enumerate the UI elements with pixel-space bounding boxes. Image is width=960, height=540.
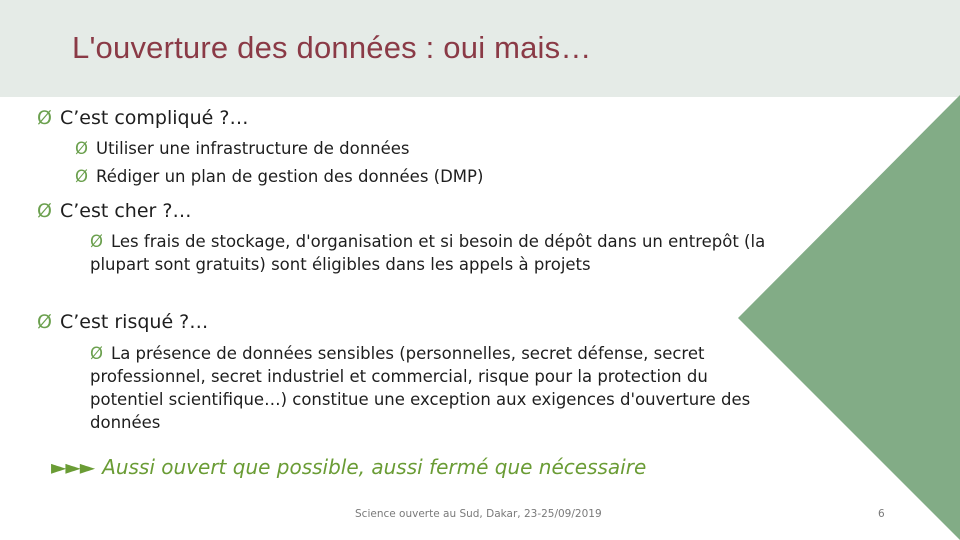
section-heading-compliated <box>37 107 248 129</box>
bullet-arrow-icon: Ø <box>37 311 52 333</box>
section-heading-risk <box>37 311 208 333</box>
triple-arrow-icon: ►►► <box>51 455 95 479</box>
list-item-text: La présence de données sensibles (personnelles, secret défense, secret professionnel, secret industriel et commercial, risque pour la protection du potentiel scientifique…) constitue une exception aux exigences d'ouverture des données <box>90 344 751 432</box>
bullet-arrow-icon: Ø <box>75 139 88 158</box>
bullet-arrow-icon: Ø <box>37 107 52 129</box>
bullet-arrow-icon: Ø <box>37 200 52 222</box>
bullet-arrow-icon: Ø <box>90 232 103 251</box>
list-item <box>75 165 765 188</box>
page-number: 6 <box>878 508 885 520</box>
section-heading-text: C’est cher ?… <box>59 200 192 222</box>
conclusion <box>51 455 646 479</box>
list-item-text: Les frais de stockage, d'organisation et si besoin de dépôt dans un entrepôt (la plupart sont gratuits) sont éligibles dans les appels à projets <box>90 232 766 274</box>
bullet-arrow-icon: Ø <box>75 167 88 186</box>
slide-title: L'ouverture des données : oui mais… <box>72 30 592 65</box>
footer-text: Science ouverte au Sud, Dakar, 23-25/09/2019 <box>355 508 602 520</box>
section-heading-text: C’est risqué ?… <box>59 311 209 333</box>
list-item-text: Utiliser une infrastructure de données <box>96 139 410 158</box>
list-item <box>75 137 765 160</box>
list-item <box>75 342 770 434</box>
list-item-text: Rédiger un plan de gestion des données (DMP) <box>96 167 484 186</box>
conclusion-text: Aussi ouvert que possible, aussi fermé que nécessaire <box>102 455 647 479</box>
list-item <box>75 230 770 276</box>
bullet-arrow-icon: Ø <box>90 344 103 363</box>
section-heading-text: C’est compliqué ?… <box>59 107 249 129</box>
section-heading-cost <box>37 200 191 222</box>
